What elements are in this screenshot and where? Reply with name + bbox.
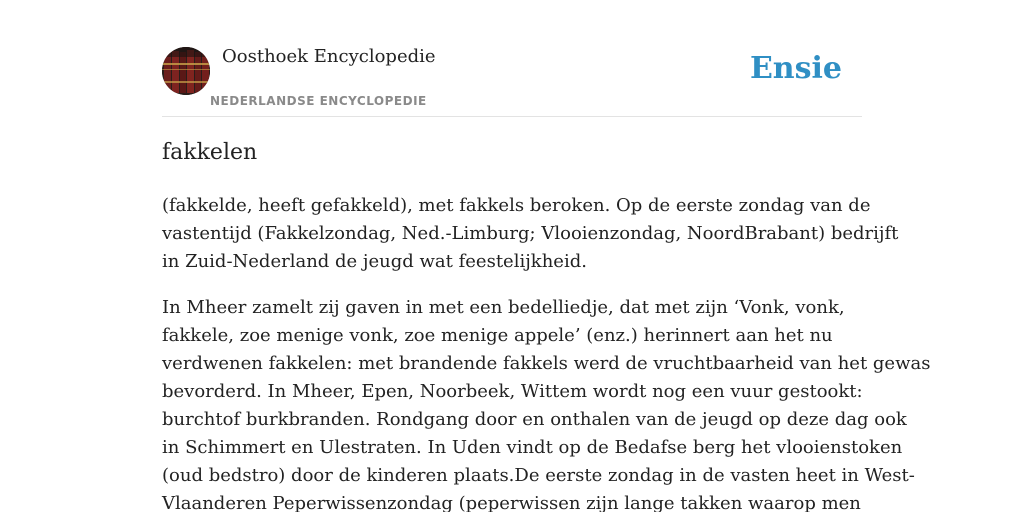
- entry-body: [162, 192, 931, 512]
- paragraph-line: vastentijd (Fakkelzondag, Ned.-Limburg; Vlooienzondag, NoordBrabant) bedrijft: [162, 223, 899, 244]
- paragraph-line: in Schimmert en Ulestraten. In Uden vindt op de Bedafse berg het vlooienstoken: [162, 437, 903, 458]
- paragraph-line: (fakkelde, heeft gefakkeld), met fakkels beroken. Op de eerste zondag van de: [162, 195, 871, 216]
- entry-title: fakkelen: [162, 140, 258, 165]
- entry-paragraph: [162, 192, 899, 276]
- site-name-link[interactable]: Oosthoek Encyclopedie: [222, 46, 436, 67]
- entry-paragraph: [162, 294, 931, 512]
- paragraph-line: In Mheer zamelt zij gaven in met een bedelliedje, dat met zijn ‘Vonk, vonk,: [162, 297, 845, 318]
- paragraph-line: in Zuid-Nederland de jeugd wat feestelijkheid.: [162, 251, 587, 272]
- paragraph-line: Vlaanderen Peperwissenzondag (peperwissen zijn lange takken waarop men: [162, 493, 861, 512]
- paragraph-line: bevorderd. In Mheer, Epen, Noorbeek, Wittem wordt nog een vuur gestookt:: [162, 381, 863, 402]
- book-spines-icon: [162, 47, 210, 95]
- paragraph-line: burchtof burkbranden. Rondgang door en onthalen van de jeugd op deze dag ook: [162, 409, 907, 430]
- paragraph-line: (oud bedstro) door de kinderen plaats.De eerste zondag in de vasten heet in West-: [162, 465, 915, 486]
- site-logo-avatar[interactable]: [162, 47, 210, 95]
- site-subtitle: NEDERLANDSE ENCYCLOPEDIE: [210, 94, 427, 108]
- site-header: [162, 0, 862, 117]
- paragraph-line: verdwenen fakkelen: met brandende fakkels werd de vruchtbaarheid van het gewas: [162, 353, 931, 374]
- paragraph-line: fakkele, zoe menige vonk, zoe menige appele’ (enz.) herinnert aan het nu: [162, 325, 833, 346]
- ensie-brand-logo[interactable]: Ensie: [749, 51, 842, 86]
